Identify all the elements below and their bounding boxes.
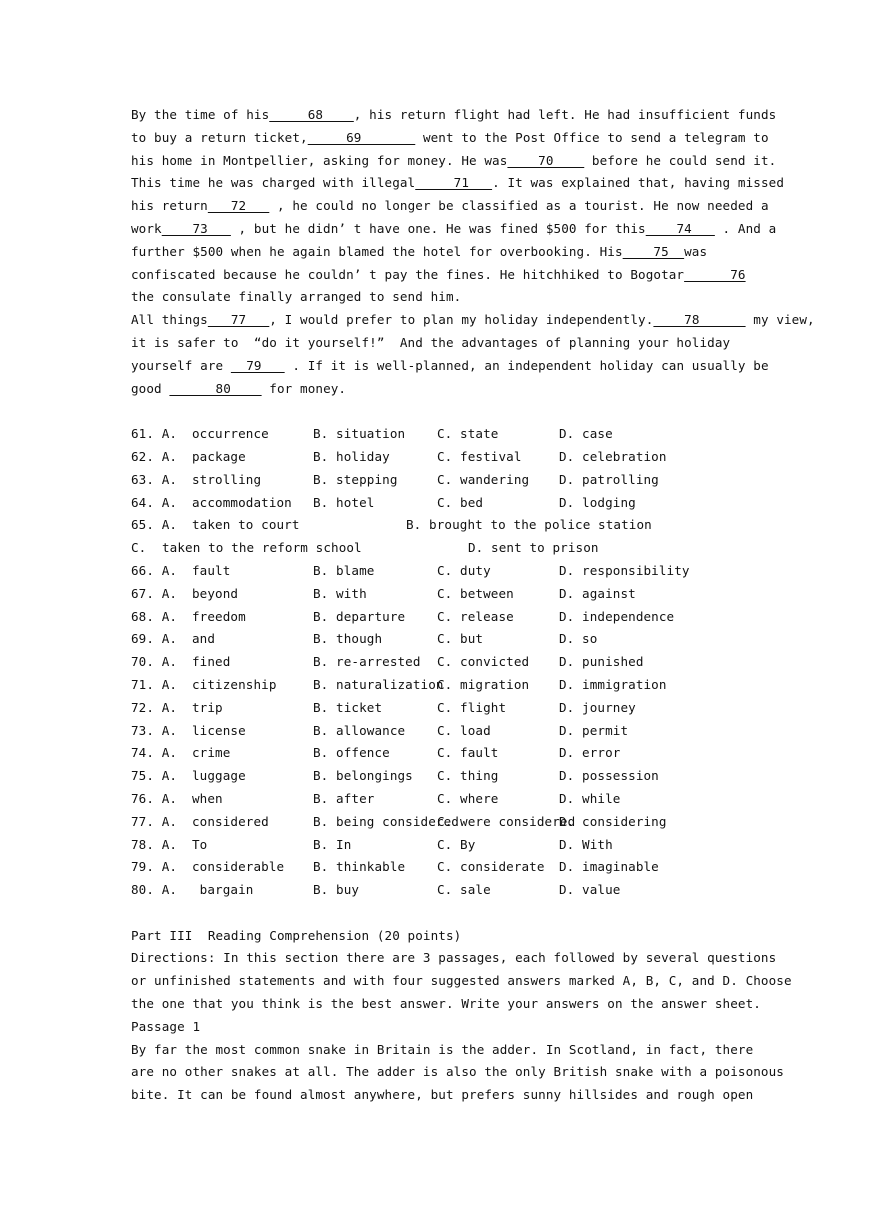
- option-choice: C. thing: [437, 768, 499, 784]
- option-row: [131, 628, 737, 651]
- option-choice: D. error: [559, 745, 621, 761]
- cloze-paragraph-1: [131, 104, 784, 309]
- option-row: [131, 469, 737, 492]
- option-choice: occurrence: [192, 426, 269, 442]
- text-line: his home in Montpellier, asking for money. He was 70 before he could send it.: [131, 152, 777, 168]
- blank-78: 78: [653, 312, 746, 328]
- option-choice: D. imaginable: [559, 859, 659, 875]
- reading-section: [131, 925, 792, 1107]
- option-choice: license: [192, 722, 246, 738]
- option-choice: D. value: [559, 882, 621, 898]
- option-choice: D. celebration: [559, 448, 667, 464]
- text-line: to buy a return ticket, 69 went to the Post Office to send a telegram to: [131, 129, 769, 145]
- option-row: [131, 446, 737, 469]
- option-choice: trip: [192, 699, 223, 715]
- option-choice: C. load: [437, 722, 491, 738]
- option-choice: D. With: [559, 836, 613, 852]
- option-choice: considerable: [192, 859, 285, 875]
- text-line: This time he was charged with illegal 71 . It was explained that, having missed: [131, 175, 784, 191]
- question-number: 67. A.: [131, 585, 178, 601]
- text-line: confiscated because he couldn’ t pay the fines. He hitchhiked to Bogotar 76: [131, 266, 746, 282]
- text-line: his return 72 , he could no longer be classified as a tourist. He now needed a: [131, 198, 769, 214]
- option-choice: D. while: [559, 790, 621, 806]
- option-choice: B. hotel: [313, 494, 375, 510]
- option-choice: luggage: [192, 768, 246, 784]
- answer-options-list: [131, 423, 737, 902]
- option-choice: B. allowance: [313, 722, 406, 738]
- option-choice: B. In: [313, 836, 352, 852]
- section-heading: Part III Reading Comprehension (20 points): [131, 927, 462, 943]
- blank-74: 74: [645, 220, 715, 236]
- option-row: [131, 583, 737, 606]
- option-choice: C. festival: [437, 448, 522, 464]
- question-number: 62. A.: [131, 448, 178, 464]
- option-choice: D. permit: [559, 722, 629, 738]
- option-choice: package: [192, 448, 246, 464]
- option-row: [131, 765, 737, 788]
- option-row: [131, 674, 737, 697]
- option-choice: B. brought to the police station: [406, 517, 652, 533]
- directions-line: the one that you think is the best answer. Write your answers on the answer sheet.: [131, 996, 761, 1012]
- option-choice: C. duty: [437, 562, 491, 578]
- option-choice: C. convicted: [437, 654, 530, 670]
- cloze-paragraph-2: [131, 309, 815, 400]
- option-choice: B. belongings: [313, 768, 413, 784]
- blank-71: 71: [415, 175, 493, 191]
- blank-79: 79: [230, 357, 285, 373]
- text-line: work 73 , but he didn’ t have one. He was fined $500 for this 74 . And a: [131, 220, 777, 236]
- option-choice: D. immigration: [559, 676, 667, 692]
- option-choice: citizenship: [192, 676, 277, 692]
- option-row: [131, 492, 737, 515]
- question-number: 75. A.: [131, 768, 178, 784]
- question-number: 74. A.: [131, 745, 178, 761]
- option-choice: strolling: [192, 471, 262, 487]
- option-choice: C. migration: [437, 676, 530, 692]
- blank-80: 80: [169, 380, 262, 396]
- option-choice: D. case: [559, 426, 613, 442]
- option-choice: and: [192, 631, 216, 647]
- option-row: [131, 742, 737, 765]
- option-choice: B. thinkable: [313, 859, 406, 875]
- option-choice: C. fault: [437, 745, 499, 761]
- blank-69: 69: [307, 129, 416, 145]
- option-choice: B. re-arrested: [313, 654, 421, 670]
- option-row: [131, 697, 737, 720]
- option-choice: taken to court: [192, 517, 300, 533]
- blank-72: 72: [207, 198, 270, 214]
- option-choice: bargain: [192, 882, 254, 898]
- option-choice: crime: [192, 745, 231, 761]
- question-number: 73. A.: [131, 722, 178, 738]
- question-number: 64. A.: [131, 494, 178, 510]
- option-choice: D. lodging: [559, 494, 636, 510]
- blank-73: 73: [161, 220, 231, 236]
- option-choice: D. possession: [559, 768, 659, 784]
- option-choice: considered: [192, 813, 269, 829]
- option-choice: D. responsibility: [559, 562, 690, 578]
- question-number: 68. A.: [131, 608, 178, 624]
- option-choice: B. naturalization: [313, 676, 444, 692]
- option-row: [131, 879, 737, 902]
- question-number: 63. A.: [131, 471, 178, 487]
- option-choice: D. journey: [559, 699, 636, 715]
- option-choice: D. considering: [559, 813, 667, 829]
- document-page: [131, 104, 815, 1107]
- question-number: 71. A.: [131, 676, 178, 692]
- option-choice: B. with: [313, 585, 367, 601]
- option-choice: B. holiday: [313, 448, 390, 464]
- option-choice: C. release: [437, 608, 514, 624]
- option-choice: D. against: [559, 585, 636, 601]
- option-choice: D. patrolling: [559, 471, 659, 487]
- option-row: [131, 811, 737, 834]
- text-line: the consulate finally arranged to send him.: [131, 289, 462, 305]
- option-choice: C. wandering: [437, 471, 530, 487]
- option-choice: C. between: [437, 585, 514, 601]
- option-choice: B. situation: [313, 426, 406, 442]
- option-choice: B. ticket: [313, 699, 383, 715]
- option-choice: B. though: [313, 631, 383, 647]
- question-number: C.: [131, 540, 147, 556]
- option-row: [131, 537, 737, 560]
- option-choice: C. state: [437, 426, 499, 442]
- option-row: [131, 514, 737, 537]
- option-choice: fault: [192, 562, 231, 578]
- passage-label: Passage 1: [131, 1018, 201, 1034]
- option-choice: B. being considered: [313, 813, 459, 829]
- blank-77: 77: [207, 312, 270, 328]
- question-number: 61. A.: [131, 426, 178, 442]
- option-choice: D. sent to prison: [468, 540, 599, 556]
- question-number: 69. A.: [131, 631, 178, 647]
- question-number: 76. A.: [131, 790, 178, 806]
- option-choice: C. flight: [437, 699, 507, 715]
- question-number: 65. A.: [131, 517, 178, 533]
- blank-75: 75: [622, 243, 685, 259]
- question-number: 72. A.: [131, 699, 178, 715]
- passage-line: By far the most common snake in Britain is the adder. In Scotland, in fact, there: [131, 1041, 754, 1057]
- question-number: 66. A.: [131, 562, 178, 578]
- blank-68: 68: [269, 107, 354, 122]
- option-row: [131, 651, 737, 674]
- option-choice: C. considerate: [437, 859, 545, 875]
- option-choice: B. departure: [313, 608, 406, 624]
- option-choice: B. after: [313, 790, 375, 806]
- question-number: 70. A.: [131, 654, 178, 670]
- passage-line: bite. It can be found almost anywhere, but prefers sunny hillsides and rough open: [131, 1087, 754, 1103]
- option-choice: B. buy: [313, 882, 360, 898]
- option-choice: fined: [192, 654, 231, 670]
- option-choice: B. stepping: [313, 471, 398, 487]
- option-row: [131, 856, 737, 879]
- option-choice: C. sale: [437, 882, 491, 898]
- option-choice: taken to the reform school: [162, 540, 362, 556]
- text-line: it is safer to “do it yourself!” And the advantages of planning your holiday: [131, 334, 731, 350]
- blank-70: 70: [507, 152, 585, 168]
- option-choice: D. so: [559, 631, 598, 647]
- option-choice: D. punished: [559, 654, 644, 670]
- directions-line: Directions: In this section there are 3 passages, each followed by several questions: [131, 950, 777, 966]
- passage-line: are no other snakes at all. The adder is also the only British snake with a poisonous: [131, 1064, 784, 1080]
- text-line: further $500 when he again blamed the hotel for overbooking. His 75 was: [131, 243, 708, 259]
- option-choice: C. bed: [437, 494, 484, 510]
- option-choice: C. were considered: [437, 813, 576, 829]
- option-choice: To: [192, 836, 208, 852]
- option-choice: C. but: [437, 631, 484, 647]
- text-line: All things 77 , I would prefer to plan my holiday independently. 78 my view,: [131, 312, 815, 328]
- text-line: good 80 for money.: [131, 380, 347, 396]
- option-row: [131, 423, 737, 446]
- option-choice: B. offence: [313, 745, 390, 761]
- option-row: [131, 834, 737, 857]
- spacer: [131, 400, 737, 423]
- blank-76: 76: [684, 266, 746, 282]
- option-row: [131, 720, 737, 743]
- option-choice: B. blame: [313, 562, 375, 578]
- option-choice: C. By: [437, 836, 476, 852]
- option-choice: beyond: [192, 585, 239, 601]
- question-number: 77. A.: [131, 813, 178, 829]
- question-number: 79. A.: [131, 859, 178, 875]
- option-row: [131, 788, 737, 811]
- option-choice: D. independence: [559, 608, 675, 624]
- question-number: 80. A.: [131, 882, 178, 898]
- directions-line: or unfinished statements and with four suggested answers marked A, B, C, and D. Choose: [131, 973, 792, 989]
- option-row: [131, 560, 737, 583]
- option-choice: when: [192, 790, 223, 806]
- option-choice: freedom: [192, 608, 246, 624]
- option-row: [131, 606, 737, 629]
- text-line: yourself are 79 . If it is well-planned, an independent holiday can usually be: [131, 357, 769, 373]
- option-choice: accommodation: [192, 494, 292, 510]
- option-choice: C. where: [437, 790, 499, 806]
- text-line: By the time of his 68 , his return flight had left. He had insufficient funds: [131, 107, 777, 122]
- question-number: 78. A.: [131, 836, 178, 852]
- spacer: [131, 902, 737, 925]
